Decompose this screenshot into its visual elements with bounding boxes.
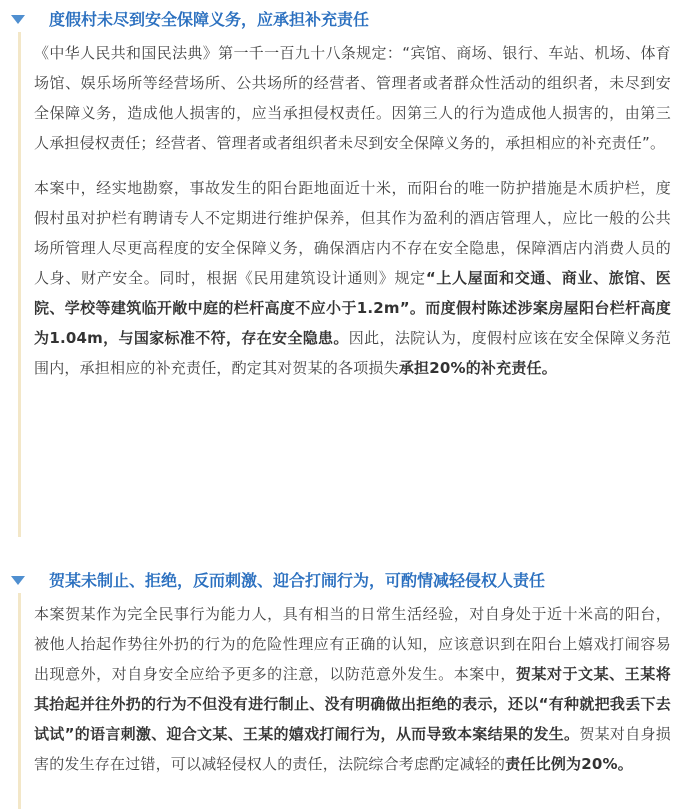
section-heading bbox=[0, 2, 681, 32]
content-box bbox=[18, 32, 681, 537]
paragraph-victim-analysis bbox=[34, 599, 671, 779]
bold-text-run: 承担20%的补充责任。 bbox=[398, 359, 557, 377]
text-run: 因此，法院认为，度假村应该在安全保障义务范围内，承担相应的补充责任，酌定其对贺某的各项损失 bbox=[34, 329, 671, 377]
text-run: 贺某对自身损害的发生存在过错，可以减轻侵权人的责任，法院综合考虑酌定减轻的 bbox=[34, 725, 671, 773]
content-box bbox=[18, 593, 681, 809]
section-title: 度假村未尽到安全保障义务，应承担补充责任 bbox=[49, 10, 370, 29]
paragraph-civil-code: 《中华人民共和国民法典》第一千一百九十八条规定：“宾馆、商场、银行、车站、机场、体育场馆、娱乐场所等经营场所、公共场所的经营者、管理者或者群众性活动的组织者，未尽到安全保障义务，造成他人损害的，应当承担侵权责任。因第三人的行为造成他人损害的，由第三人承担侵权责任；经营者、管理者或者组织者未尽到安全保障义务的，承担相应的补充责任”。 bbox=[34, 44, 671, 152]
bold-text-run: 贺某对于文某、王某将其抬起并往外扔的行为不但没有进行制止、没有明确做出拒绝的表示，还以“有种就把我丢下去试试”的语言刺激、迎合文某、王某的嬉戏打闹行为，从而导致本案结果的发生。 bbox=[34, 665, 671, 743]
section-victim-fault bbox=[0, 563, 681, 809]
text-run: 本案贺某作为完全民事行为能力人，具有相当的日常生活经验，对自身处于近十米高的阳台，被他人抬起作势往外扔的行为的危险性理应有正确的认知，应该意识到在阳台上嬉戏打闹容易出现意外，对自身安全应给予更多的注意，以防范意外发生。本案中， bbox=[34, 605, 671, 683]
bold-text-run: “上人屋面和交通、商业、旅馆、医院、学校等建筑临开敞中庭的栏杆高度不应小于1.2m”。而度假村陈述涉案房屋阳台栏杆高度为1.04m，与国家标准不符，存在安全隐患。 bbox=[34, 269, 671, 347]
section-title: 贺某未制止、拒绝，反而刺激、迎合打闹行为，可酌情减轻侵权人责任 bbox=[49, 571, 546, 590]
triangle-down-icon bbox=[11, 15, 25, 24]
paragraph-case-analysis bbox=[34, 173, 671, 383]
triangle-down-icon bbox=[11, 576, 25, 585]
text-run: 本案中，经实地勘察，事故发生的阳台距地面近十米，而阳台的唯一防护措施是木质护栏，度假村虽对护栏有聘请专人不定期进行维护保养，但其作为盈利的酒店管理人，应比一般的公共场所管理人尽更高程度的安全保障义务，确保酒店内不存在安全隐患，保障酒店内消费人员的人身、财产安全。同时，根据《民用建筑设计通则》规定 bbox=[34, 179, 671, 287]
section-heading bbox=[0, 563, 681, 593]
bold-text-run: 责任比例为20%。 bbox=[505, 755, 633, 773]
